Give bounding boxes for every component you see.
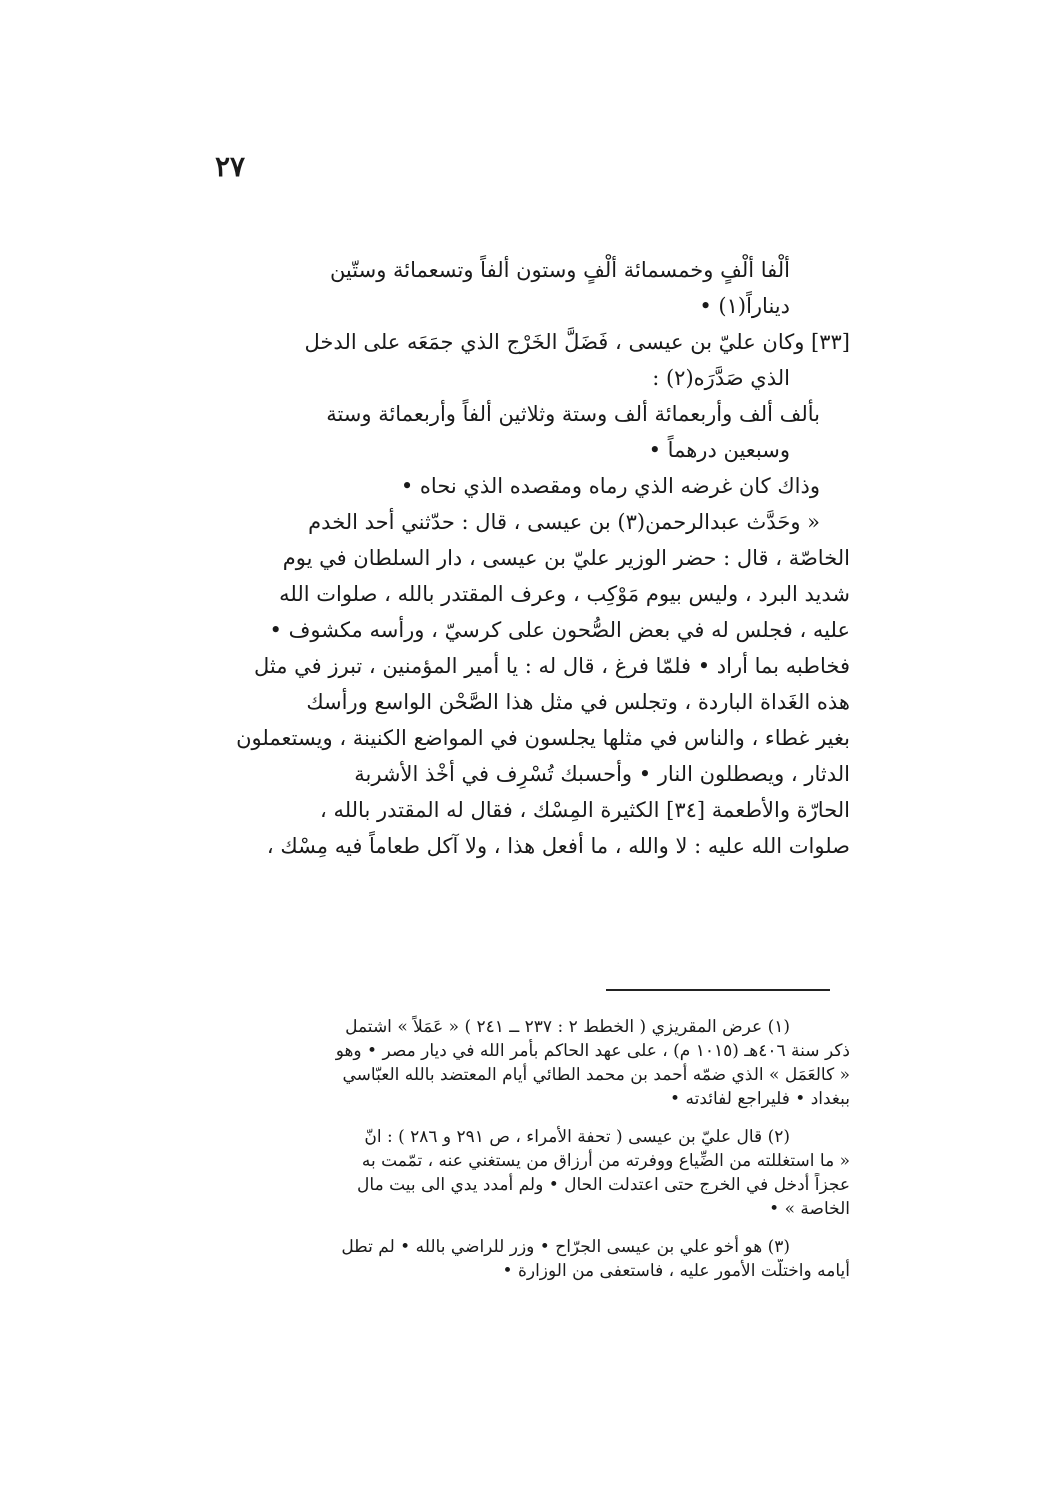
footnote-line: ببغداد • فليراجع لفائدته • bbox=[670, 1089, 850, 1109]
footnotes-block bbox=[180, 1015, 850, 1297]
footnote-line: الخاصة » • bbox=[769, 1199, 850, 1219]
main-text-line: الحارّة والأطعمة [٣٤] الكثيرة المِسْك ، فقال له المقتدر بالله ، bbox=[319, 798, 850, 822]
main-text-line: الذي صَدَّرَه(٢) : bbox=[652, 366, 790, 390]
main-text-line: وذاك كان غرضه الذي رماه ومقصده الذي نحاه • bbox=[400, 474, 820, 498]
footnote-line: أيامه واختلّت الأمور عليه ، فاستعفى من الوزارة • bbox=[502, 1261, 850, 1281]
page-number: ٢٧ bbox=[215, 150, 246, 183]
footnote-line: (١) عرض المقريزي ( الخطط ٢ : ٢٣٧ ــ ٢٤١ ) « عَمَلاً » اشتمل bbox=[345, 1017, 790, 1037]
main-text-line: عليه ، فجلس له في بعض الصُّحون على كرسيّ ، ورأسه مكشوف • bbox=[269, 618, 850, 642]
main-text-line: هذه الغَداة الباردة ، وتجلس في مثل هذا الصَّحْن الواسع ورأسك bbox=[306, 690, 850, 714]
main-text-line: « وحَدَّث عبدالرحمن(٣) بن عيسى ، قال : حدّثني أحد الخدم bbox=[308, 510, 820, 534]
footnote-3 bbox=[180, 1235, 850, 1283]
footnote-line: (٢) قال عليّ بن عيسى ( تحفة الأمراء ، ص ٢٩١ و ٢٨٦ ) : انّ bbox=[364, 1127, 790, 1147]
main-text-block bbox=[185, 252, 850, 864]
footnote-1 bbox=[180, 1015, 850, 1111]
main-text-line: صلوات الله عليه : لا والله ، ما أفعل هذا ، ولا آكل طعاماً فيه مِسْك ، bbox=[266, 834, 850, 858]
main-text-line: شديد البرد ، وليس بيوم مَوْكِب ، وعرف المقتدر بالله ، صلوات الله bbox=[279, 582, 850, 606]
footnote-line: (٣) هو أخو علي بن عيسى الجرّاح • وزر للراضي بالله • لم تطل bbox=[341, 1237, 790, 1257]
main-text-line: ألْفا ألْفٍ وخمسمائة ألْفٍ وستون ألفاً وتسعمائة وستّين bbox=[329, 258, 790, 282]
main-text-line: فخاطبه بما أراد • فلمّا فرغ ، قال له : يا أمير المؤمنين ، تبرز في مثل bbox=[253, 654, 850, 678]
main-text-line: الخاصّة ، قال : حضر الوزير عليّ بن عيسى ، دار السلطان في يوم bbox=[282, 546, 850, 570]
footnote-line: « كالعَمَل » الذي ضمّه أحمد بن محمد الطائي أيام المعتضد بالله العبّاسي bbox=[342, 1065, 850, 1085]
main-text-line: الدثار ، ويصطلون النار • وأحسبك تُسْرِف في أخْذ الأشربة bbox=[354, 762, 850, 786]
main-text-line: بغير غطاء ، والناس في مثلها يجلسون في المواضع الكنينة ، ويستعملون bbox=[236, 726, 850, 750]
main-text-line: وسبعين درهماً • bbox=[648, 438, 790, 462]
footnote-line: « ما استغللته من الضِّياع ووفرته من أرزاق من يستغني عنه ، تمّمت به bbox=[361, 1151, 850, 1171]
main-text-line: [٣٣] وكان عليّ بن عيسى ، فَضَلَّ الخَرْج الذي جمَعَه على الدخل bbox=[304, 330, 850, 354]
main-text-line: بألف ألف وأربعمائة ألف وستة وثلاثين ألفاً وأربعمائة وستة bbox=[326, 402, 820, 426]
main-text-line: ديناراً(١) • bbox=[699, 294, 790, 318]
footnote-separator bbox=[606, 989, 830, 991]
footnote-2 bbox=[180, 1125, 850, 1221]
footnote-line: عجزاً أدخل في الخرج حتى اعتدلت الحال • ولم أمدد يدي الى بيت مال bbox=[357, 1175, 850, 1195]
footnote-line: ذكر سنة ٤٠٦هـ (١٠١٥ م) ، على عهد الحاكم بأمر الله في ديار مصر • وهو bbox=[335, 1041, 850, 1061]
